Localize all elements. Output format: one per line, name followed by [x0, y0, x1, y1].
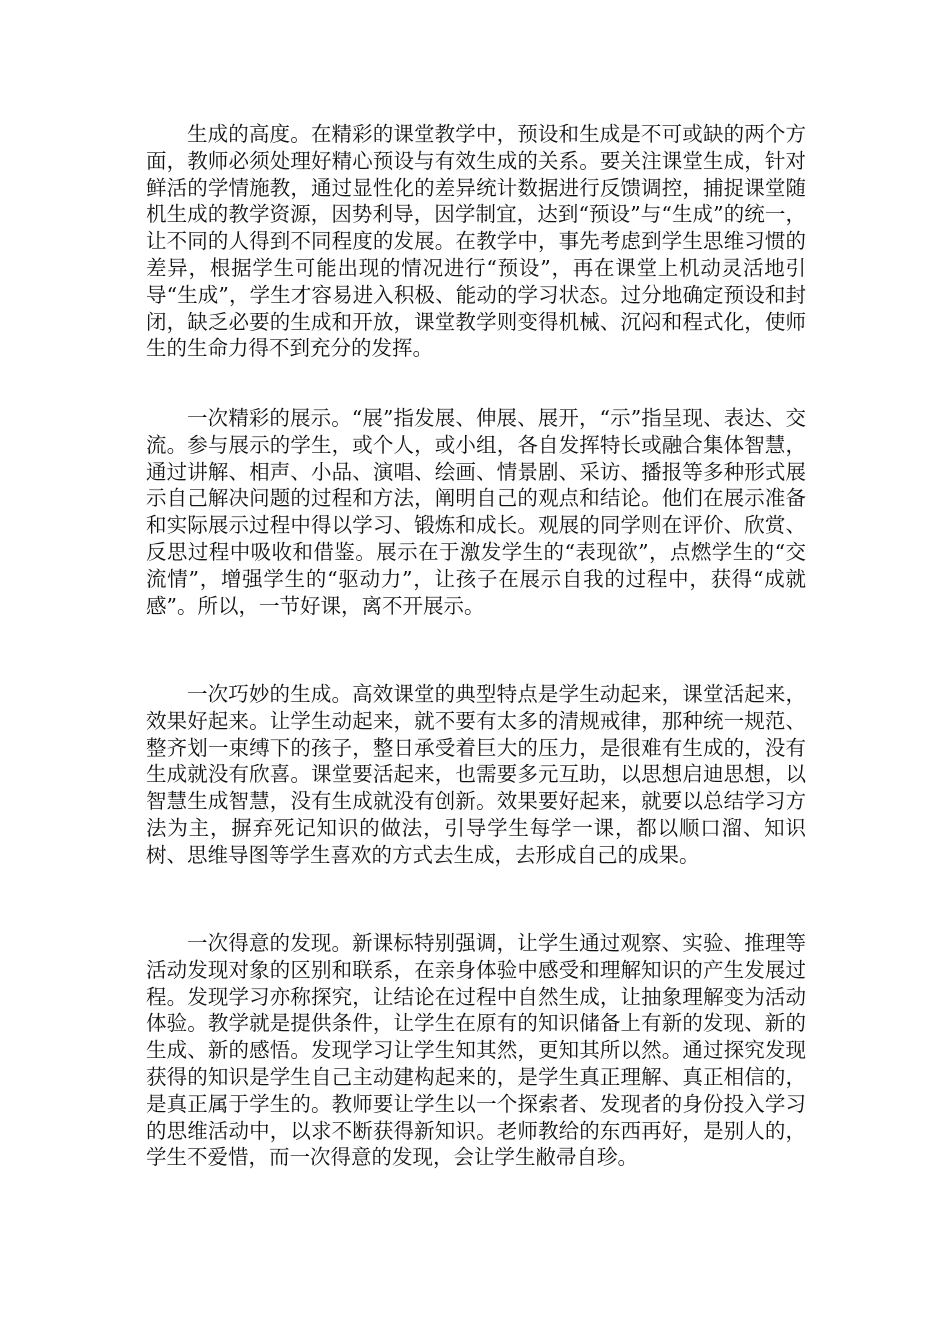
- paragraph-proud-discovery: 一次得意的发现。新课标特别强调，让学生通过观察、实验、推理等活动发现对象的区别和联系，在亲身体验中感受和理解知识的产生发展过程。发现学习亦称探究，让结论在过程中自然生成，让抽象理解变为活动体验。教学就是提供条件，让学生在原有的知识储备上有新的发现、新的生成、新的感悟。发现学习让学生知其然，更知其所以然。通过探究发现获得的知识是学生自己主动建构起来的，是学生真正理解、真正相信的，是真正属于学生的。教师要让学生以一个探索者、发现者的身份投入学习的思维活动中，以求不断获得新知识。老师教给的东西再好，是别人的，学生不爱惜，而一次得意的发现，会让学生敝帚自珍。: [146, 931, 806, 1170]
- paragraph-generation-height: 生成的高度。在精彩的课堂教学中，预设和生成是不可或缺的两个方面，教师必须处理好精心预设与有效生成的关系。要关注课堂生成，针对鲜活的学情施教，通过显性化的差异统计数据进行反馈调控，捕捉课堂随机生成的教学资源，因势利导，因学制宜，达到“预设”与“生成”的统一，让不同的人得到不同程度的发展。在教学中，事先考虑到学生思维习惯的差异，根据学生可能出现的情况进行“预设”，再在课堂上机动灵活地引导“生成”，学生才容易进入积极、能动的学习状态。过分地确定预设和封闭，缺乏必要的生成和开放，课堂教学则变得机械、沉闷和程式化，使师生的生命力得不到充分的发挥。: [146, 122, 806, 361]
- paragraph-wonderful-display: 一次精彩的展示。“展”指发展、伸展、展开，“示”指呈现、表达、交流。参与展示的学生，或个人，或小组，各自发挥特长或融合集体智慧，通过讲解、相声、小品、演唱、绘画、情景剧、采访、播报等多种形式展示自己解决问题的过程和方法，阐明自己的观点和结论。他们在展示准备和实际展示过程中得以学习、锻炼和成长。观展的同学则在评价、欣赏、反思过程中吸收和借鉴。展示在于激发学生的“表现欲”，点燃学生的“交流情”，增强学生的“驱动力”，让孩子在展示自我的过程中，获得“成就感”。所以，一节好课，离不开展示。: [146, 406, 806, 618]
- paragraph-clever-generation: 一次巧妙的生成。高效课堂的典型特点是学生动起来，课堂活起来，效果好起来。让学生动起来，就不要有太多的清规戒律，那种统一规范、整齐划一束缚下的孩子，整日承受着巨大的压力，是很难有生成的，没有生成就没有欣喜。课堂要活起来，也需要多元互助，以思想启迪思想，以智慧生成智慧，没有生成就没有创新。效果要好起来，就要以总结学习方法为主，摒弃死记知识的做法，引导学生每学一课，都以顺口溜、知识树、思维导图等学生喜欢的方式去生成，去形成自己的成果。: [146, 682, 806, 867]
